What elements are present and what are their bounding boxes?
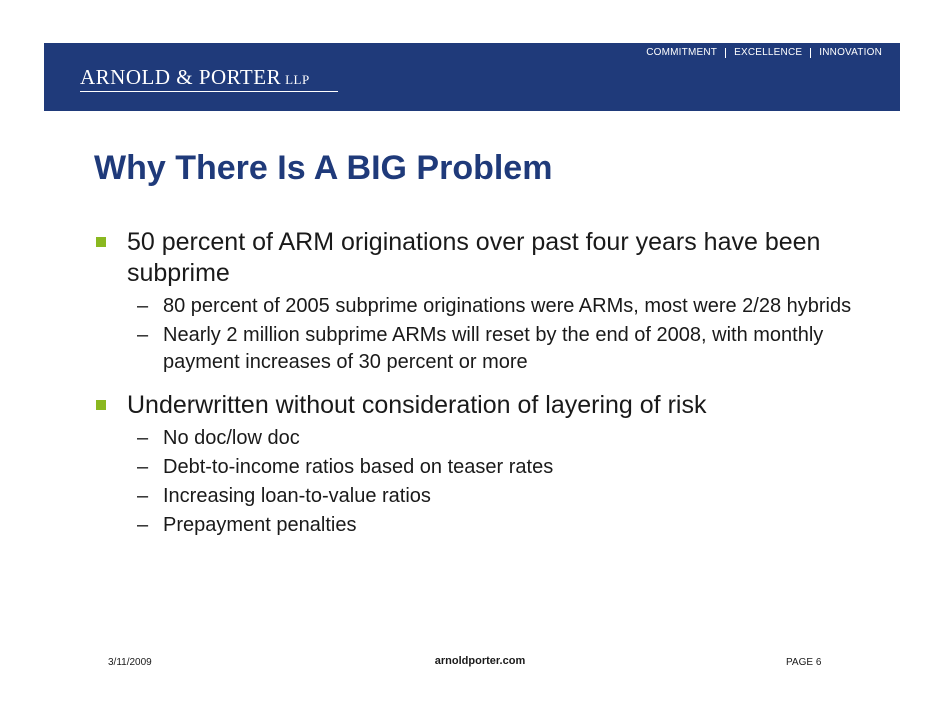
- tagline-separator: [725, 48, 726, 58]
- footer-date: 3/11/2009: [108, 657, 152, 668]
- bullet-text: Underwritten without consideration of layering of risk: [127, 391, 707, 419]
- firm-logo: [80, 65, 310, 90]
- bullet-text: 50 percent of ARM originations over past four years have been subprime: [127, 228, 821, 287]
- tagline-commitment: COMMITMENT: [646, 47, 718, 58]
- bullet-item: [94, 390, 874, 539]
- sub-bullet-item: [137, 483, 874, 510]
- logo-name: ARNOLD & PORTER: [80, 65, 282, 89]
- dash-marker: –: [137, 295, 149, 317]
- sub-bullet-list: [137, 293, 874, 376]
- dash-marker: –: [137, 324, 149, 346]
- tagline: [646, 47, 882, 58]
- tagline-innovation: INNOVATION: [819, 47, 882, 58]
- tagline-separator: [810, 48, 811, 58]
- sub-bullet-text: No doc/low doc: [163, 427, 300, 449]
- tagline-excellence: EXCELLENCE: [734, 47, 803, 58]
- sub-bullet-text: Prepayment penalties: [163, 514, 357, 536]
- square-bullet-icon: [96, 237, 106, 247]
- square-bullet-icon: [96, 400, 106, 410]
- footer-website: arnoldporter.com: [434, 655, 526, 667]
- bullet-item: [94, 227, 874, 376]
- dash-marker: –: [137, 456, 149, 478]
- dash-marker: –: [137, 427, 149, 449]
- header-banner: [44, 43, 900, 111]
- logo-underline: [80, 91, 338, 92]
- dash-marker: –: [137, 514, 149, 536]
- slide-title: Why There Is A BIG Problem: [94, 149, 553, 187]
- sub-bullet-list: [137, 425, 874, 539]
- sub-bullet-item: [137, 425, 874, 452]
- dash-marker: –: [137, 485, 149, 507]
- sub-bullet-text: Debt-to-income ratios based on teaser rates: [163, 456, 554, 478]
- sub-bullet-item: [137, 322, 874, 376]
- sub-bullet-text: 80 percent of 2005 subprime originations were ARMs, most were 2/28 hybrids: [163, 295, 852, 317]
- sub-bullet-text: Nearly 2 million subprime ARMs will reset by the end of 2008, with monthly payment increases of 30 percent or more: [163, 324, 824, 373]
- sub-bullet-item: [137, 454, 874, 481]
- logo-suffix: LLP: [285, 72, 310, 87]
- sub-bullet-item: [137, 293, 874, 320]
- sub-bullet-text: Increasing loan-to-value ratios: [163, 485, 431, 507]
- bullet-list: [94, 227, 874, 539]
- footer-page-number: PAGE 6: [786, 657, 822, 668]
- sub-bullet-item: [137, 512, 874, 539]
